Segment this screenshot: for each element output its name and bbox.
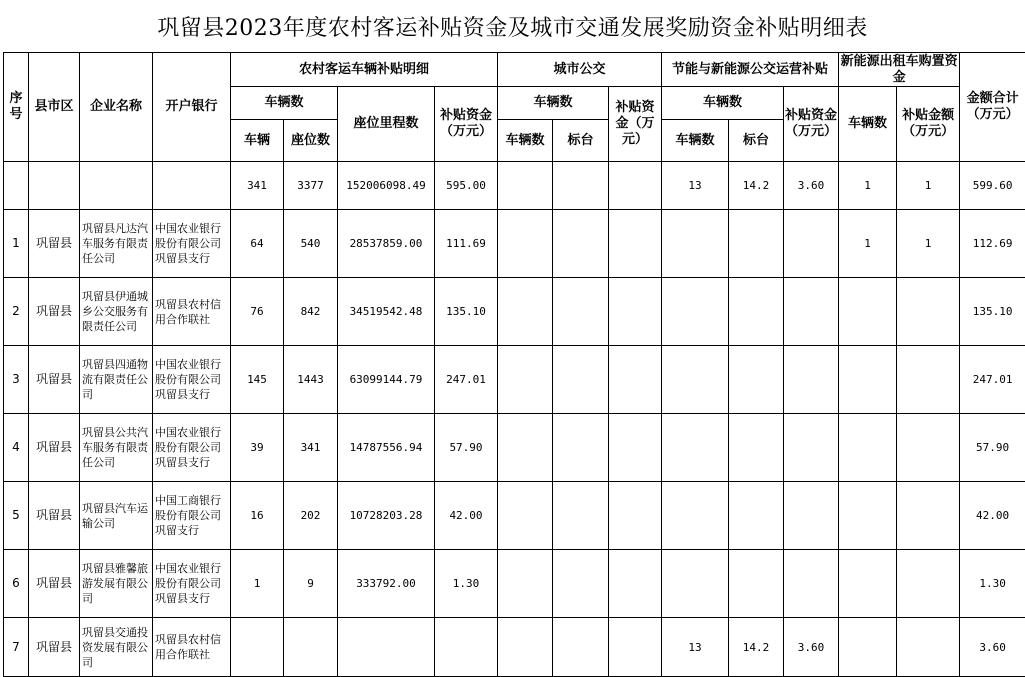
cell-energy-vehicles[interactable] [662, 278, 729, 346]
cell-city-vehicles[interactable] [498, 414, 553, 482]
cell-total[interactable]: 135.10 [960, 278, 1025, 346]
cell-energy-units[interactable] [729, 278, 784, 346]
cell-bank[interactable]: 中国工商银行股份有限公司巩留支行 [153, 482, 231, 550]
cell-seq[interactable]: 2 [4, 278, 29, 346]
summary-city-vehicles[interactable] [498, 162, 553, 210]
table-row [4, 210, 1025, 278]
cell-bank[interactable]: 中国农业银行股份有限公司巩留县支行 [153, 346, 231, 414]
cell-energy-subsidy[interactable] [784, 210, 839, 278]
cell-seat-mileage[interactable]: 333792.00 [338, 550, 435, 618]
cell-rural-seats[interactable]: 1443 [284, 346, 338, 414]
cell-taxi-vehicles[interactable] [839, 346, 897, 414]
cell-total[interactable]: 1.30 [960, 550, 1025, 618]
header-seat-mileage: 座位里程数 [338, 87, 435, 162]
cell-rural-subsidy[interactable]: 1.30 [435, 550, 498, 618]
header-energy-units: 标台 [729, 120, 784, 162]
cell-county[interactable]: 巩留县 [29, 210, 80, 278]
cell-seq[interactable]: 5 [4, 482, 29, 550]
summary-rural-vehicles[interactable]: 341 [231, 162, 284, 210]
cell-city-subsidy[interactable] [609, 482, 662, 550]
cell-total[interactable]: 57.90 [960, 414, 1025, 482]
header-city-bus-group: 城市公交 [498, 53, 662, 87]
cell-taxi-amount[interactable] [897, 346, 960, 414]
cell-bank[interactable]: 中国农业银行股份有限公司巩留县支行 [153, 414, 231, 482]
cell-rural-vehicles[interactable]: 76 [231, 278, 284, 346]
header-energy-subsidy: 补贴资金（万元） [784, 87, 839, 162]
cell-bank[interactable]: 巩留县农村信用合作联社 [153, 618, 231, 677]
cell-rural-vehicles[interactable]: 1 [231, 550, 284, 618]
header-energy-vehicles: 车辆数 [662, 120, 729, 162]
cell-city-units[interactable] [553, 550, 609, 618]
cell-rural-seats[interactable]: 540 [284, 210, 338, 278]
summary-rural-subsidy[interactable]: 595.00 [435, 162, 498, 210]
cell-seat-mileage[interactable]: 10728203.28 [338, 482, 435, 550]
header-city-subsidy: 补贴资金（万元） [609, 87, 662, 162]
cell-city-vehicles[interactable] [498, 278, 553, 346]
cell-county[interactable]: 巩留县 [29, 414, 80, 482]
cell-taxi-amount[interactable] [897, 414, 960, 482]
cell-taxi-amount[interactable] [897, 278, 960, 346]
cell-rural-vehicles[interactable]: 39 [231, 414, 284, 482]
summary-taxi-amount[interactable]: 1 [897, 162, 960, 210]
cell-seat-mileage[interactable]: 28537859.00 [338, 210, 435, 278]
cell-energy-units[interactable] [729, 346, 784, 414]
cell-taxi-vehicles[interactable] [839, 278, 897, 346]
cell-seq[interactable]: 4 [4, 414, 29, 482]
header-county: 县市区 [29, 53, 80, 162]
cell-rural-seats[interactable]: 9 [284, 550, 338, 618]
cell-company[interactable]: 巩留县伊通城乡公交服务有限责任公司 [80, 278, 153, 346]
table-row [4, 346, 1025, 414]
cell-taxi-amount[interactable]: 1 [897, 210, 960, 278]
summary-seat-mileage[interactable]: 152006098.49 [338, 162, 435, 210]
subsidy-table [3, 52, 1025, 677]
header-taxi-amount: 补贴金额（万元） [897, 87, 960, 162]
cell-taxi-vehicles[interactable] [839, 414, 897, 482]
header-total: 金额合计（万元） [960, 53, 1025, 162]
cell-city-vehicles[interactable] [498, 210, 553, 278]
cell-company[interactable]: 巩留县四通物流有限责任公司 [80, 346, 153, 414]
cell-rural-seats[interactable]: 202 [284, 482, 338, 550]
cell-county[interactable]: 巩留县 [29, 482, 80, 550]
cell-rural-subsidy[interactable]: 135.10 [435, 278, 498, 346]
summary-total[interactable]: 599.60 [960, 162, 1025, 210]
table-row [4, 550, 1025, 618]
summary-taxi-vehicles[interactable]: 1 [839, 162, 897, 210]
cell-city-vehicles[interactable] [498, 482, 553, 550]
cell-energy-subsidy[interactable] [784, 482, 839, 550]
header-city-vehicles: 车辆数 [498, 120, 553, 162]
cell-company[interactable]: 巩留县汽车运输公司 [80, 482, 153, 550]
cell-city-subsidy[interactable] [609, 550, 662, 618]
cell-seq[interactable]: 7 [4, 618, 29, 677]
header-energy-bus-group: 节能与新能源公交运营补贴 [662, 53, 839, 87]
header-energy-vehicle-count: 车辆数 [662, 87, 784, 120]
cell-energy-vehicles[interactable] [662, 210, 729, 278]
cell-city-subsidy[interactable] [609, 278, 662, 346]
cell-total[interactable]: 42.00 [960, 482, 1025, 550]
header-rural-subsidy: 补贴资金（万元） [435, 87, 498, 162]
summary-energy-subsidy[interactable]: 3.60 [784, 162, 839, 210]
cell-energy-units[interactable]: 14.2 [729, 618, 784, 677]
sheet-title: 巩留县2023年度农村客运补贴资金及城市交通发展奖励资金补贴明细表 [0, 0, 1025, 52]
cell-rural-seats[interactable]: 842 [284, 278, 338, 346]
cell-company[interactable]: 巩留县交通投资发展有限公司 [80, 618, 153, 677]
header-rural-seats: 座位数 [284, 120, 338, 162]
header-seq: 序号 [4, 53, 29, 162]
cell-energy-units[interactable] [729, 550, 784, 618]
cell-county[interactable]: 巩留县 [29, 618, 80, 677]
cell-city-units[interactable] [553, 346, 609, 414]
cell-energy-vehicles[interactable] [662, 414, 729, 482]
cell-energy-subsidy[interactable] [784, 278, 839, 346]
cell-taxi-vehicles[interactable] [839, 482, 897, 550]
header-city-vehicle-count: 车辆数 [498, 87, 609, 120]
cell-bank[interactable]: 中国农业银行股份有限公司巩留县支行 [153, 210, 231, 278]
cell-seq[interactable]: 6 [4, 550, 29, 618]
cell-energy-units[interactable] [729, 482, 784, 550]
summary-energy-units[interactable]: 14.2 [729, 162, 784, 210]
summary-row [4, 162, 1025, 210]
cell-rural-subsidy[interactable]: 111.69 [435, 210, 498, 278]
cell-rural-subsidy[interactable]: 57.90 [435, 414, 498, 482]
cell-rural-seats[interactable]: 341 [284, 414, 338, 482]
summary-city-units[interactable] [553, 162, 609, 210]
cell-energy-vehicles[interactable] [662, 346, 729, 414]
cell-bank[interactable]: 中国农业银行股份有限公司巩留县支行 [153, 550, 231, 618]
cell-seq[interactable]: 3 [4, 346, 29, 414]
cell-rural-subsidy[interactable]: 42.00 [435, 482, 498, 550]
cell-energy-subsidy[interactable] [784, 550, 839, 618]
cell-seat-mileage[interactable]: 14787556.94 [338, 414, 435, 482]
cell-bank[interactable]: 巩留县农村信用合作联社 [153, 278, 231, 346]
cell-rural-vehicles[interactable]: 145 [231, 346, 284, 414]
summary-rural-seats[interactable]: 3377 [284, 162, 338, 210]
header-bank: 开户银行 [153, 53, 231, 162]
cell-total[interactable]: 247.01 [960, 346, 1025, 414]
header-city-units: 标台 [553, 120, 609, 162]
cell-total[interactable]: 112.69 [960, 210, 1025, 278]
cell-total[interactable]: 3.60 [960, 618, 1025, 677]
cell-energy-vehicles[interactable] [662, 482, 729, 550]
cell-city-vehicles[interactable] [498, 550, 553, 618]
summary-energy-vehicles[interactable]: 13 [662, 162, 729, 210]
cell-city-units[interactable] [553, 414, 609, 482]
cell-taxi-amount[interactable] [897, 550, 960, 618]
header-rural-group: 农村客运车辆补贴明细 [231, 53, 498, 87]
cell-energy-units[interactable] [729, 210, 784, 278]
table-row [4, 414, 1025, 482]
header-company: 企业名称 [80, 53, 153, 162]
cell-county[interactable]: 巩留县 [29, 278, 80, 346]
cell-company[interactable]: 巩留县雅馨旅游发展有限公司 [80, 550, 153, 618]
cell-energy-subsidy[interactable] [784, 414, 839, 482]
cell-seq[interactable]: 1 [4, 210, 29, 278]
cell-city-units[interactable] [553, 482, 609, 550]
summary-cell[interactable] [153, 162, 231, 210]
cell-taxi-vehicles[interactable]: 1 [839, 210, 897, 278]
cell-energy-vehicles[interactable]: 13 [662, 618, 729, 677]
cell-county[interactable]: 巩留县 [29, 346, 80, 414]
cell-energy-vehicles[interactable] [662, 550, 729, 618]
summary-cell[interactable] [4, 162, 29, 210]
summary-cell[interactable] [29, 162, 80, 210]
cell-taxi-amount[interactable] [897, 482, 960, 550]
cell-city-units[interactable] [553, 278, 609, 346]
cell-city-subsidy[interactable] [609, 210, 662, 278]
cell-seat-mileage[interactable]: 63099144.79 [338, 346, 435, 414]
cell-seat-mileage[interactable]: 34519542.48 [338, 278, 435, 346]
cell-taxi-vehicles[interactable] [839, 550, 897, 618]
cell-city-subsidy[interactable] [609, 346, 662, 414]
cell-rural-vehicles[interactable]: 64 [231, 210, 284, 278]
cell-company[interactable]: 巩留县公共汽车服务有限责任公司 [80, 414, 153, 482]
cell-county[interactable]: 巩留县 [29, 550, 80, 618]
summary-cell[interactable] [80, 162, 153, 210]
cell-energy-units[interactable] [729, 414, 784, 482]
cell-city-vehicles[interactable] [498, 346, 553, 414]
cell-energy-subsidy[interactable]: 3.60 [784, 618, 839, 677]
summary-city-subsidy[interactable] [609, 162, 662, 210]
header-rural-vehicle-count: 车辆数 [231, 87, 338, 120]
table-row [4, 482, 1025, 550]
cell-rural-subsidy[interactable]: 247.01 [435, 346, 498, 414]
cell-company[interactable]: 巩留县凡达汽车服务有限责任公司 [80, 210, 153, 278]
header-taxi-vehicle-count: 车辆数 [839, 87, 897, 162]
cell-city-units[interactable] [553, 210, 609, 278]
cell-city-subsidy[interactable] [609, 414, 662, 482]
header-rural-vehicles: 车辆 [231, 120, 284, 162]
header-taxi-group: 新能源出租车购置资金 [839, 53, 960, 87]
cell-energy-subsidy[interactable] [784, 346, 839, 414]
cell-rural-vehicles[interactable]: 16 [231, 482, 284, 550]
table-row [4, 278, 1025, 346]
